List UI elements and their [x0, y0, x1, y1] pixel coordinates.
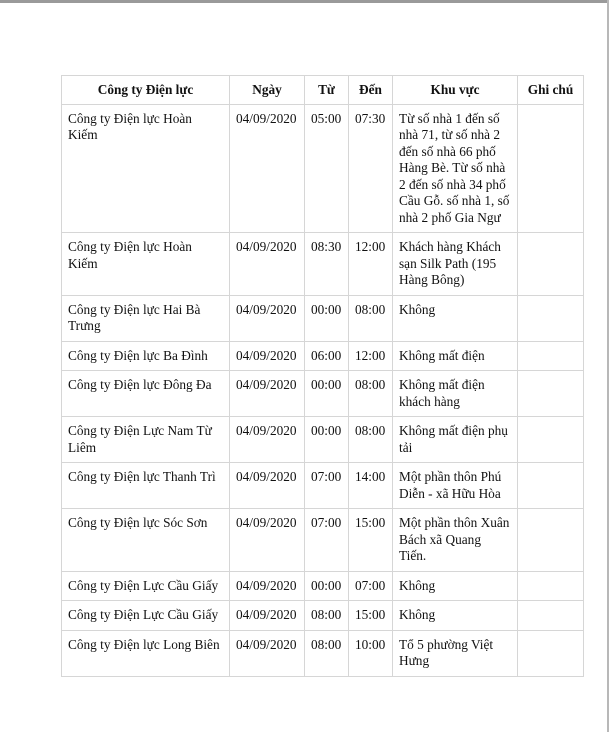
- table-header-row: [62, 76, 584, 105]
- power-outage-table: [61, 75, 584, 677]
- header-date: Ngày: [230, 76, 305, 105]
- cell-from: 00:00: [305, 417, 349, 463]
- cell-to: 08:00: [349, 371, 393, 417]
- cell-date: 04/09/2020: [230, 509, 305, 572]
- header-to: Đến: [349, 76, 393, 105]
- cell-from: 08:30: [305, 233, 349, 296]
- table-row: [62, 341, 584, 371]
- header-area: Khu vực: [393, 76, 518, 105]
- cell-note: [518, 295, 584, 341]
- cell-area: Không: [393, 295, 518, 341]
- top-border: [0, 0, 609, 3]
- cell-company: Công ty Điện lực Sóc Sơn: [62, 509, 230, 572]
- cell-date: 04/09/2020: [230, 417, 305, 463]
- cell-from: 00:00: [305, 371, 349, 417]
- cell-area: Khách hàng Khách sạn Silk Path (195 Hàng Bông): [393, 233, 518, 296]
- cell-to: 07:00: [349, 571, 393, 601]
- table-row: [62, 371, 584, 417]
- table-row: [62, 509, 584, 572]
- table-row: [62, 601, 584, 631]
- cell-date: 04/09/2020: [230, 341, 305, 371]
- cell-company: Công ty Điện lực Ba Đình: [62, 341, 230, 371]
- cell-date: 04/09/2020: [230, 233, 305, 296]
- cell-area: Không mất điện: [393, 341, 518, 371]
- cell-date: 04/09/2020: [230, 630, 305, 676]
- header-from: Từ: [305, 76, 349, 105]
- cell-to: 08:00: [349, 295, 393, 341]
- cell-to: 08:00: [349, 417, 393, 463]
- table-row: [62, 104, 584, 233]
- cell-area: Một phần thôn Xuân Bách xã Quang Tiến.: [393, 509, 518, 572]
- cell-note: [518, 509, 584, 572]
- table-row: [62, 295, 584, 341]
- cell-note: [518, 341, 584, 371]
- cell-company: Công ty Điện lực Hoàn Kiếm: [62, 104, 230, 233]
- cell-note: [518, 601, 584, 631]
- table-row: [62, 233, 584, 296]
- table-row: [62, 417, 584, 463]
- cell-company: Công ty Điện lực Thanh Trì: [62, 463, 230, 509]
- cell-note: [518, 104, 584, 233]
- cell-to: 14:00: [349, 463, 393, 509]
- cell-to: 12:00: [349, 341, 393, 371]
- cell-company: Công ty Điện lực Đông Đa: [62, 371, 230, 417]
- cell-area: Tổ 5 phường Việt Hưng: [393, 630, 518, 676]
- cell-company: Công ty Điện Lực Nam Từ Liêm: [62, 417, 230, 463]
- cell-note: [518, 233, 584, 296]
- cell-date: 04/09/2020: [230, 295, 305, 341]
- cell-area: Không mất điện khách hàng: [393, 371, 518, 417]
- cell-date: 04/09/2020: [230, 104, 305, 233]
- cell-company: Công ty Điện Lực Cầu Giấy: [62, 601, 230, 631]
- cell-from: 07:00: [305, 509, 349, 572]
- cell-company: Công ty Điện lực Hoàn Kiếm: [62, 233, 230, 296]
- cell-date: 04/09/2020: [230, 571, 305, 601]
- cell-note: [518, 571, 584, 601]
- cell-note: [518, 371, 584, 417]
- cell-from: 00:00: [305, 295, 349, 341]
- cell-from: 08:00: [305, 630, 349, 676]
- table-row: [62, 571, 584, 601]
- cell-to: 07:30: [349, 104, 393, 233]
- cell-note: [518, 463, 584, 509]
- cell-date: 04/09/2020: [230, 371, 305, 417]
- cell-company: Công ty Điện Lực Cầu Giấy: [62, 571, 230, 601]
- header-company: Công ty Điện lực: [62, 76, 230, 105]
- cell-note: [518, 417, 584, 463]
- cell-area: Không: [393, 601, 518, 631]
- table-row: [62, 463, 584, 509]
- cell-note: [518, 630, 584, 676]
- cell-to: 15:00: [349, 509, 393, 572]
- cell-area: Một phần thôn Phú Diễn - xã Hữu Hòa: [393, 463, 518, 509]
- cell-date: 04/09/2020: [230, 601, 305, 631]
- cell-date: 04/09/2020: [230, 463, 305, 509]
- cell-area: Từ số nhà 1 đến số nhà 71, từ số nhà 2 đến số nhà 66 phố Hàng Bè. Từ số nhà 2 đến số nhà 34 phố Cầu Gỗ. số nhà 1, số nhà 2 phố Gia Ngư: [393, 104, 518, 233]
- cell-from: 07:00: [305, 463, 349, 509]
- cell-area: Không mất điện phụ tải: [393, 417, 518, 463]
- cell-to: 15:00: [349, 601, 393, 631]
- cell-from: 06:00: [305, 341, 349, 371]
- cell-company: Công ty Điện lực Hai Bà Trưng: [62, 295, 230, 341]
- cell-from: 00:00: [305, 571, 349, 601]
- header-note: Ghi chú: [518, 76, 584, 105]
- cell-area: Không: [393, 571, 518, 601]
- cell-from: 08:00: [305, 601, 349, 631]
- cell-from: 05:00: [305, 104, 349, 233]
- cell-to: 12:00: [349, 233, 393, 296]
- cell-company: Công ty Điện lực Long Biên: [62, 630, 230, 676]
- cell-to: 10:00: [349, 630, 393, 676]
- table-row: [62, 630, 584, 676]
